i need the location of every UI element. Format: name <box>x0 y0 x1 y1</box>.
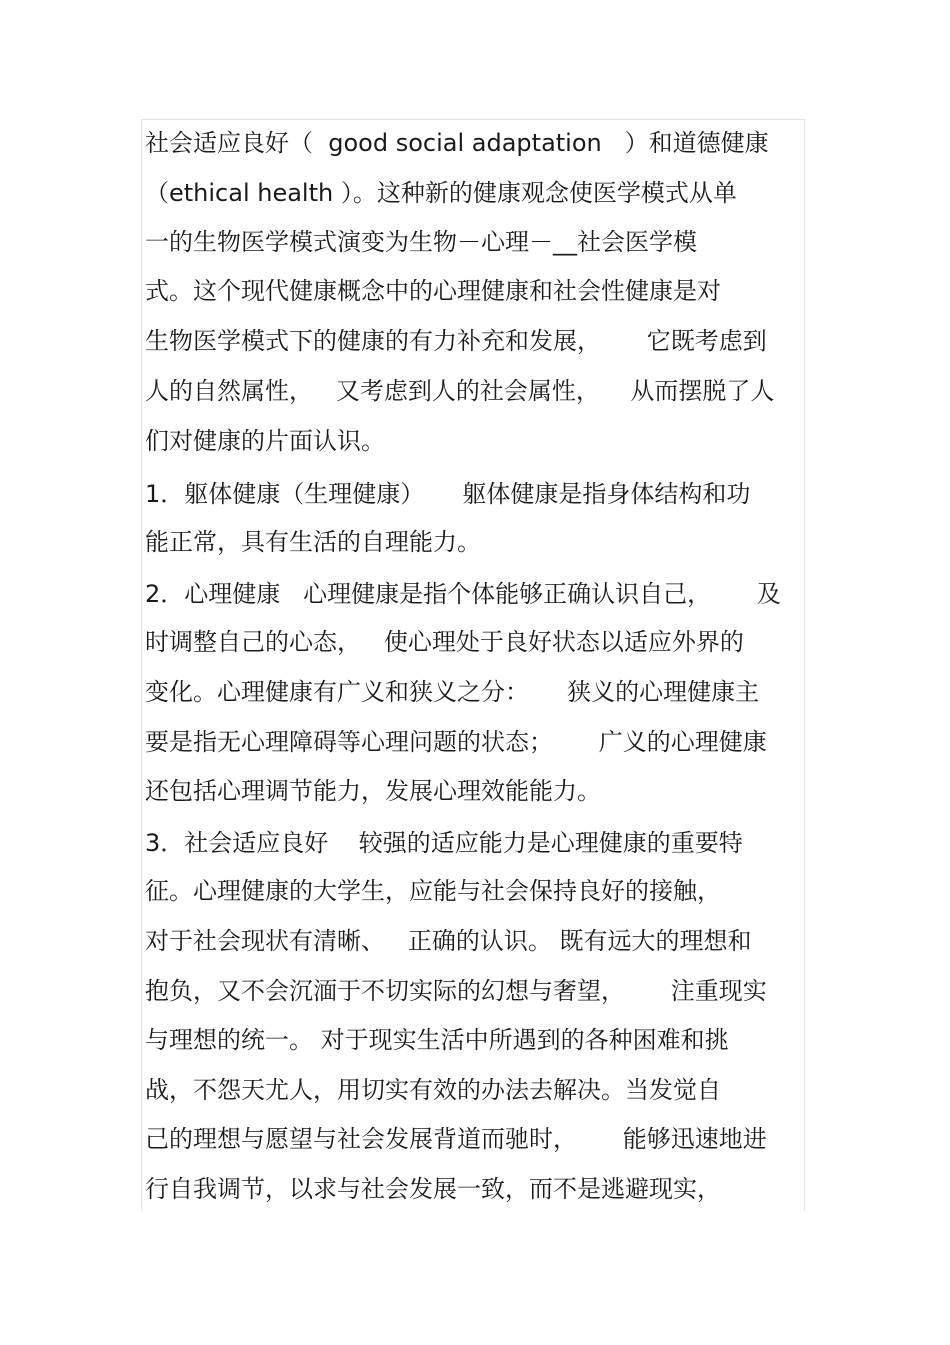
text-line: 2．心理健康 心理健康是指个体能够正确认识自己， 及 <box>145 580 781 608</box>
text-line: 征。心理健康的大学生，应能与社会保持良好的接触， <box>145 877 721 905</box>
text-line: 己的理想与愿望与社会发展背道而驰时， 能够迅速地进 <box>145 1125 767 1153</box>
text-line: 对于社会现状有清晰、 正确的认识。 既有远大的理想和 <box>145 927 752 955</box>
text-line: 一的生物医学模式演变为生物－心理－__社会医学模 <box>145 228 697 256</box>
text-line: 生物医学模式下的健康的有力补充和发展， 它既考虑到 <box>145 327 767 355</box>
text-line: 变化。心理健康有广义和狭义之分： 狭义的心理健康主 <box>145 678 760 706</box>
text-line: 与理想的统一。 对于现实生活中所遇到的各种困难和挑 <box>145 1026 729 1054</box>
text-line: 战，不怨天尤人，用切实有效的办法去解决。当发觉自 <box>145 1076 721 1104</box>
text-line: 行自我调节，以求与社会发展一致，而不是逃避现实， <box>145 1175 721 1203</box>
text-line: 1．躯体健康（生理健康） 躯体健康是指身体结构和功 <box>145 480 751 508</box>
text-line: 还包括心理调节能力，发展心理效能能力。 <box>145 777 601 805</box>
text-line: 们对健康的片面认识。 <box>145 427 385 455</box>
text-line: 抱负，又不会沉湎于不切实际的幻想与奢望， 注重现实 <box>145 977 767 1005</box>
text-line: 社会适应良好（ good social adaptation ）和道德健康 <box>145 129 769 157</box>
text-line: 时调整自己的心态， 使心理处于良好状态以适应外界的 <box>145 628 744 656</box>
text-line: 要是指无心理障碍等心理问题的状态； 广义的心理健康 <box>145 728 767 756</box>
text-line: 3．社会适应良好 较强的适应能力是心理健康的重要特 <box>145 829 743 857</box>
text-line: （ethical health ）。这种新的健康观念使医学模式从单 <box>145 179 737 207</box>
text-line: 能正常，具有生活的自理能力。 <box>145 528 481 556</box>
text-line: 人的自然属性， 又考虑到人的社会属性， 从而摆脱了人 <box>145 377 775 405</box>
text-line: 式。这个现代健康概念中的心理健康和社会性健康是对 <box>145 277 721 305</box>
